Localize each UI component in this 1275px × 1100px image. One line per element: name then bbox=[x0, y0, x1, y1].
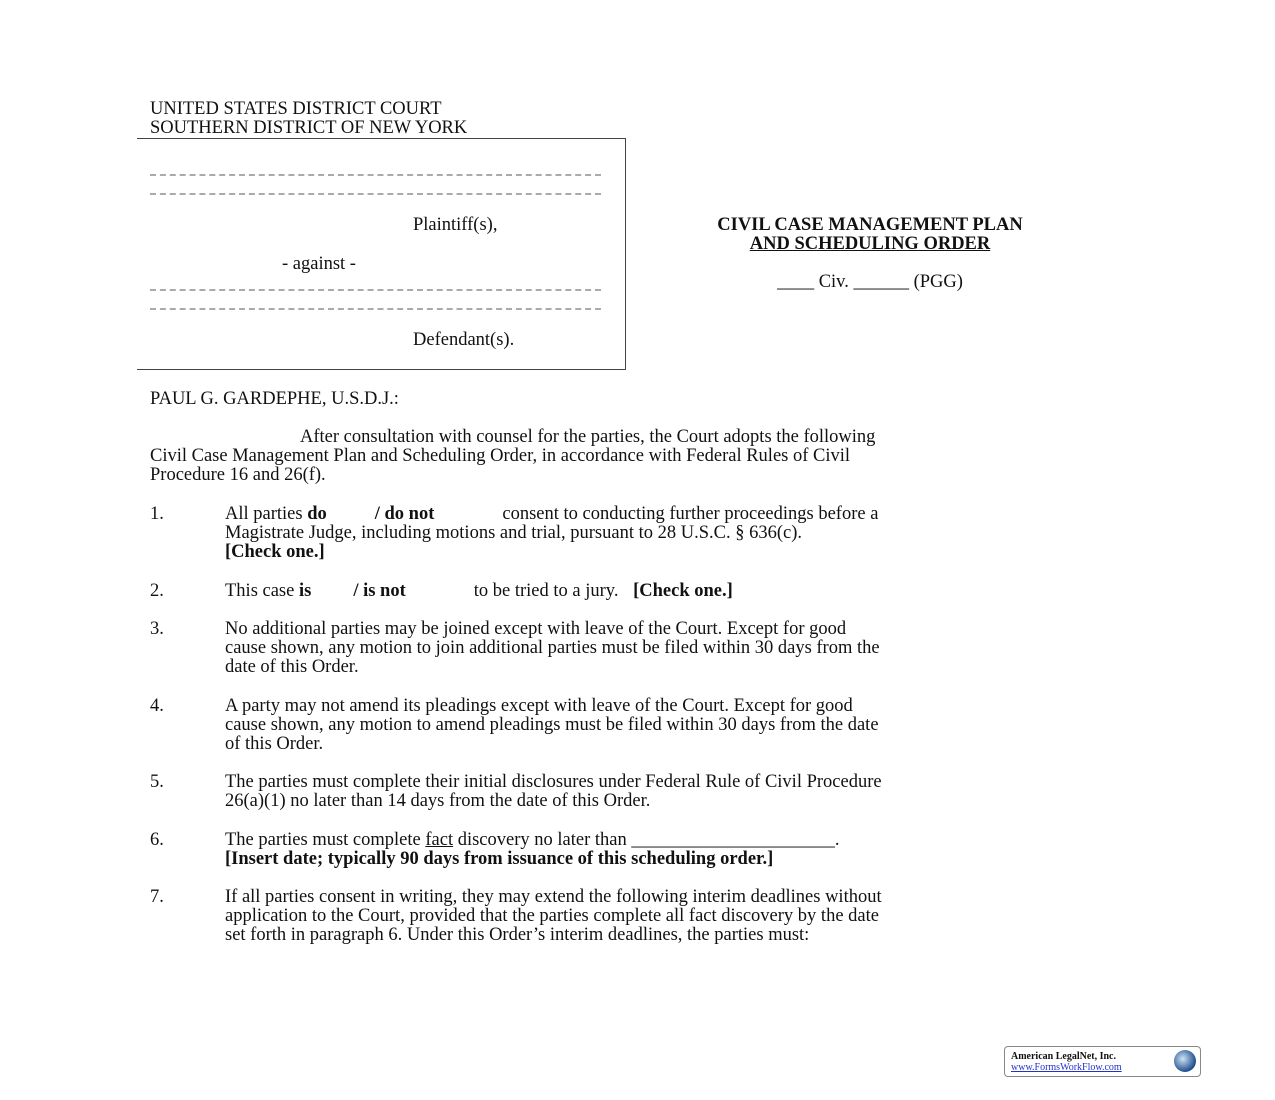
item-2-text bbox=[225, 582, 733, 601]
defendant-blank-line bbox=[150, 308, 601, 310]
defendant-blank-line bbox=[150, 289, 601, 291]
item-text: date of this Order. bbox=[225, 657, 359, 677]
globe-icon bbox=[1174, 1050, 1196, 1072]
plaintiff-blank-line bbox=[150, 174, 601, 176]
doc-subtitle: AND SCHEDULING ORDER bbox=[749, 234, 991, 254]
text: discovery no later than ______________________. bbox=[453, 830, 840, 850]
item-text: cause shown, any motion to join additional parties must be filed within 30 days from the bbox=[225, 638, 880, 658]
item-text: cause shown, any motion to amend pleadings must be filed within 30 days from the date bbox=[225, 715, 879, 735]
item-text: set forth in paragraph 6. Under this Order’s interim deadlines, the parties must: bbox=[225, 925, 810, 945]
item-number: 1. bbox=[150, 504, 164, 524]
item-number: 3. bbox=[150, 619, 164, 639]
text: consent to conducting further proceedings before a bbox=[502, 504, 879, 524]
item-6-text bbox=[225, 831, 839, 850]
item-text: Magistrate Judge, including motions and trial, pursuant to 28 U.S.C. § 636(c). bbox=[225, 523, 803, 543]
item-number: 7. bbox=[150, 887, 164, 907]
case-number: ____ Civ. ______ (PGG) bbox=[777, 272, 963, 292]
court-name: UNITED STATES DISTRICT COURT bbox=[150, 99, 442, 119]
publisher-name: American LegalNet, Inc. bbox=[1011, 1051, 1116, 1062]
item-text: If all parties consent in writing, they may extend the following interim deadlines without bbox=[225, 887, 882, 907]
text: All parties bbox=[225, 504, 308, 524]
item-text: application to the Court, provided that the parties complete all fact discovery by the date bbox=[225, 906, 879, 926]
defendant-label: Defendant(s). bbox=[413, 330, 515, 350]
item-number: 5. bbox=[150, 772, 164, 792]
item-1-text bbox=[225, 505, 878, 524]
option-do: do bbox=[307, 504, 327, 524]
publisher-logo bbox=[1004, 1046, 1201, 1077]
item-text: A party may not amend its pleadings except with leave of the Court. Except for good bbox=[225, 696, 853, 716]
publisher-link[interactable]: www.FormsWorkFlow.com bbox=[1011, 1062, 1122, 1073]
text: The parties must complete bbox=[225, 830, 426, 850]
item-text: of this Order. bbox=[225, 734, 324, 754]
instruction: [Check one.] bbox=[633, 581, 733, 601]
option-is-not: / is not bbox=[353, 581, 406, 601]
intro-text: Civil Case Management Plan and Scheduling Order, in accordance with Federal Rules of Civil bbox=[150, 446, 851, 466]
caption-box bbox=[137, 138, 626, 370]
against-label: - against - bbox=[282, 254, 356, 274]
option-is: is bbox=[298, 581, 312, 601]
item-text: 26(a)(1) no later than 14 days from the date of this Order. bbox=[225, 791, 651, 811]
item-number: 6. bbox=[150, 830, 164, 850]
court-district: SOUTHERN DISTRICT OF NEW YORK bbox=[150, 118, 468, 138]
text: This case bbox=[225, 581, 299, 601]
item-number: 4. bbox=[150, 696, 164, 716]
plaintiff-label: Plaintiff(s), bbox=[413, 215, 498, 235]
doc-title: CIVIL CASE MANAGEMENT PLAN bbox=[717, 215, 1023, 235]
instruction: [Check one.] bbox=[225, 542, 325, 562]
fact-emphasis: fact bbox=[425, 830, 454, 850]
plaintiff-blank-line bbox=[150, 193, 601, 195]
judge-name: PAUL G. GARDEPHE, U.S.D.J.: bbox=[150, 389, 399, 409]
intro-text: Procedure 16 and 26(f). bbox=[150, 465, 326, 485]
item-text: No additional parties may be joined except with leave of the Court. Except for good bbox=[225, 619, 847, 639]
option-do-not: / do not bbox=[374, 504, 435, 524]
intro-text: After consultation with counsel for the parties, the Court adopts the following bbox=[300, 427, 876, 447]
item-text: The parties must complete their initial disclosures under Federal Rule of Civil Procedure bbox=[225, 772, 882, 792]
text: to be tried to a jury. bbox=[473, 581, 624, 601]
item-number: 2. bbox=[150, 581, 164, 601]
instruction: [Insert date; typically 90 days from issuance of this scheduling order.] bbox=[225, 849, 774, 869]
